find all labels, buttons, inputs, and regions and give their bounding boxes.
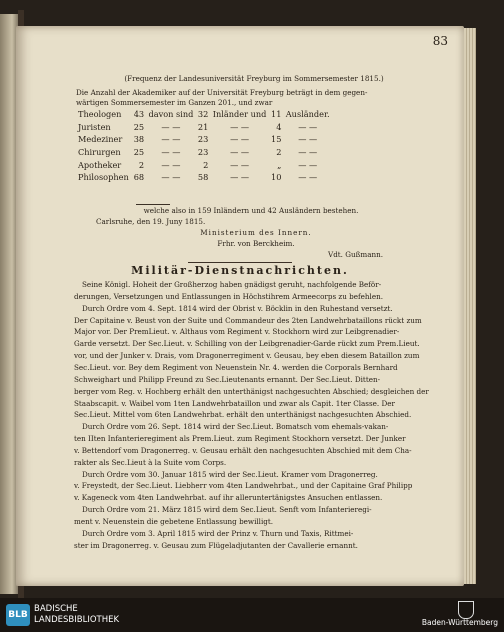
minister: Frhr. von Berckheim.	[217, 239, 295, 248]
separator-cell: — —	[298, 121, 318, 132]
place-date: Carlsruhe, den 19. Juny 1815.	[96, 217, 206, 226]
header-line: (Frequenz der Landesuniversität Freyburg im Sommersemester 1815.)	[124, 74, 384, 83]
foreign-cell: 11	[271, 109, 282, 120]
intro-line-2: wärtigen Sommersemester im Ganzen 201., und zwar	[76, 98, 273, 107]
section-title: Militär-Dienstnachrichten.	[131, 264, 349, 277]
body-line: Sec.Lieut. vor. Bey dem Regiment von Neuenstein Nr. 4. werden die Corporals Bernhard	[74, 362, 398, 372]
separator-cell: — —	[230, 172, 250, 183]
body-line: Major vor. Der PremLieut. v. Althaus vom Regiment v. Stockhorn wird zur Leibgrenadier-	[74, 327, 400, 337]
body-line: ster im Dragonerreg. v. Geusau zum Flügeladjutanten der Cavallerie ernannt.	[74, 540, 358, 550]
crest-icon	[458, 601, 474, 619]
body-line: Durch Ordre vom 30. Januar 1815 wird der Sec.Lieut. Kramer vom Dragonerreg.	[82, 469, 378, 479]
total-cell: 2	[138, 159, 145, 170]
intro-line-1: Die Anzahl der Akademiker auf der Universität Freyburg beträgt in dem gegen-	[76, 88, 368, 97]
separator-cell: Ausländer.	[285, 109, 330, 120]
ministry: Ministerium des Innern.	[200, 228, 312, 237]
footer-bar	[0, 598, 504, 632]
body-line: rakter als Sec.Lieut à la Suite vom Corps.	[74, 457, 227, 467]
region-name: Baden-Württemberg	[421, 618, 498, 627]
table-row	[76, 133, 332, 146]
body-line: Durch Ordre vom 21. März 1815 wird dem Sec.Lieut. Senft vom Infanterieregi-	[82, 505, 372, 515]
body-line: Schweighart und Philipp Freund zu Sec.Lieutenants ernannt. Der Sec.Lieut. Ditten-	[74, 374, 381, 384]
foreign-cell: 10	[271, 172, 282, 183]
body-line: Durch Ordre vom 3. April 1815 wird der Prinz v. Thurn und Taxis, Rittmei-	[82, 528, 354, 538]
inland-cell: 21	[197, 121, 209, 132]
body-line: v. Kageneck vom 4ten Landwehrbat. auf ihr alleruntertänigstes Ansuchen entlassen.	[74, 493, 383, 503]
body-line: Sec.Lieut. Mittel vom 6ten Landwehrbat. erhält den unterthänigst nachgesuchten Abschied.	[74, 410, 412, 420]
section-rule	[188, 262, 292, 263]
inland-cell: 23	[197, 134, 209, 145]
page-stack-edge	[464, 28, 476, 584]
total-cell: 25	[133, 121, 145, 132]
separator-cell: — —	[230, 134, 250, 145]
foreign-cell: 4	[276, 121, 282, 132]
table-row	[76, 146, 332, 159]
table-row	[76, 158, 332, 171]
inland-cell: 2	[203, 159, 209, 170]
separator-cell: — —	[161, 159, 181, 170]
body-line: vor, und der Junker v. Drais, vom Dragonerregiment v. Geusau, bey eben diesem Bataillon zum	[74, 351, 420, 361]
separator-cell: — —	[230, 159, 250, 170]
separator-cell: — —	[298, 147, 318, 158]
body-line: v. Bettendorf vom Dragonerreg. v. Geusau erhält den nachgesuchten Abschied mit dem Cha-	[74, 445, 412, 455]
table-row	[76, 171, 332, 184]
separator-cell: — —	[298, 134, 318, 145]
foreign-cell: „	[277, 159, 282, 170]
separator-cell: — —	[230, 147, 250, 158]
separator-cell: — —	[230, 121, 250, 132]
separator-cell: davon sind	[148, 109, 194, 120]
separator-cell: — —	[161, 147, 181, 158]
total-cell: 25	[133, 147, 145, 158]
page-number: 83	[432, 34, 448, 48]
body-line: Garde versetzt. Der Sec.Lieut. v. Schilling von der Leibgrenadier-Garde rückt zum Prem.Lieut.	[74, 339, 420, 349]
separator-cell: — —	[298, 172, 318, 183]
book-page	[16, 26, 464, 586]
signature: Vdt. Gußmann.	[328, 250, 384, 259]
foreign-cell: 15	[271, 134, 282, 145]
library-line-2: LANDESBIBLIOTHEK	[34, 615, 120, 625]
separator-cell: — —	[161, 172, 181, 183]
total-cell: 38	[133, 134, 145, 145]
faculty-cell: Theologen	[78, 109, 122, 120]
inland-cell: 58	[197, 172, 209, 183]
library-line-1: BADISCHE	[34, 604, 78, 614]
table-row	[76, 121, 332, 134]
summary-line: welche also in 159 Inländern und 42 Ausländern bestehen.	[143, 206, 359, 215]
body-line: ten IIten Infanterieregiment als Prem.Lieut. zum Regiment Stockhorn versetzt. Der Junker	[74, 434, 406, 444]
table-row	[76, 108, 332, 121]
body-line: Durch Ordre vom 26. Sept. 1814 wird der Sec.Lieut. Bomatsch vom ehemals-vakan-	[82, 422, 389, 432]
body-line: ment v. Neuenstein die gebetene Entlassung bewilligt.	[74, 517, 274, 526]
body-line: Durch Ordre vom 4. Sept. 1814 wird der Obrist v. Böcklin in den Ruhestand versetzt.	[82, 303, 393, 313]
faculty-cell: Philosophen	[78, 172, 129, 183]
total-cell: 68	[133, 172, 145, 183]
faculty-cell: Chirurgen	[78, 147, 121, 158]
inland-cell: 32	[197, 109, 209, 120]
faculty-cell: Medeziner	[78, 134, 123, 145]
inland-cell: 23	[197, 147, 209, 158]
foreign-cell: 2	[276, 147, 282, 158]
separator-cell: — —	[161, 134, 181, 145]
body-line: Seine Königl. Hoheit der Großherzog haben gnädigst geruht, nachfolgende Beför-	[82, 280, 382, 289]
faculty-cell: Apotheker	[78, 159, 122, 170]
enrollment-table	[76, 108, 332, 184]
separator-cell: — —	[298, 159, 318, 170]
library-name	[34, 604, 119, 626]
total-cell: 43	[133, 109, 145, 120]
body-line: Staabscapit. v. Waibel vom 1ten Landwehrbataillon und zwar als Capit. 1ter Classe. Der	[74, 398, 395, 408]
separator-cell: — —	[161, 121, 181, 132]
body-line: Der Capitaine v. Beust von der Suite und Commandeur des 2ten Landwehrbataillons rückt zum	[74, 315, 422, 325]
body-line: derungen, Versetzungen und Entlassungen in Höchstihrem Armeecorps zu befehlen.	[74, 291, 383, 301]
separator-cell: Inländer und	[212, 109, 267, 120]
body-line: v. Freystedt, der Sec.Lieut. Liebherr vom 4ten Landwehrbat., und der Capitaine Graf Philipp	[74, 481, 413, 491]
faculty-cell: Juristen	[78, 121, 111, 132]
body-line: berger vom Reg. v. Hochberg erhält den unterthänigst nachgesuchten Abschied; desgleichen der	[74, 386, 429, 396]
summary-rule	[136, 204, 170, 205]
blb-logo: BLB	[6, 604, 30, 626]
